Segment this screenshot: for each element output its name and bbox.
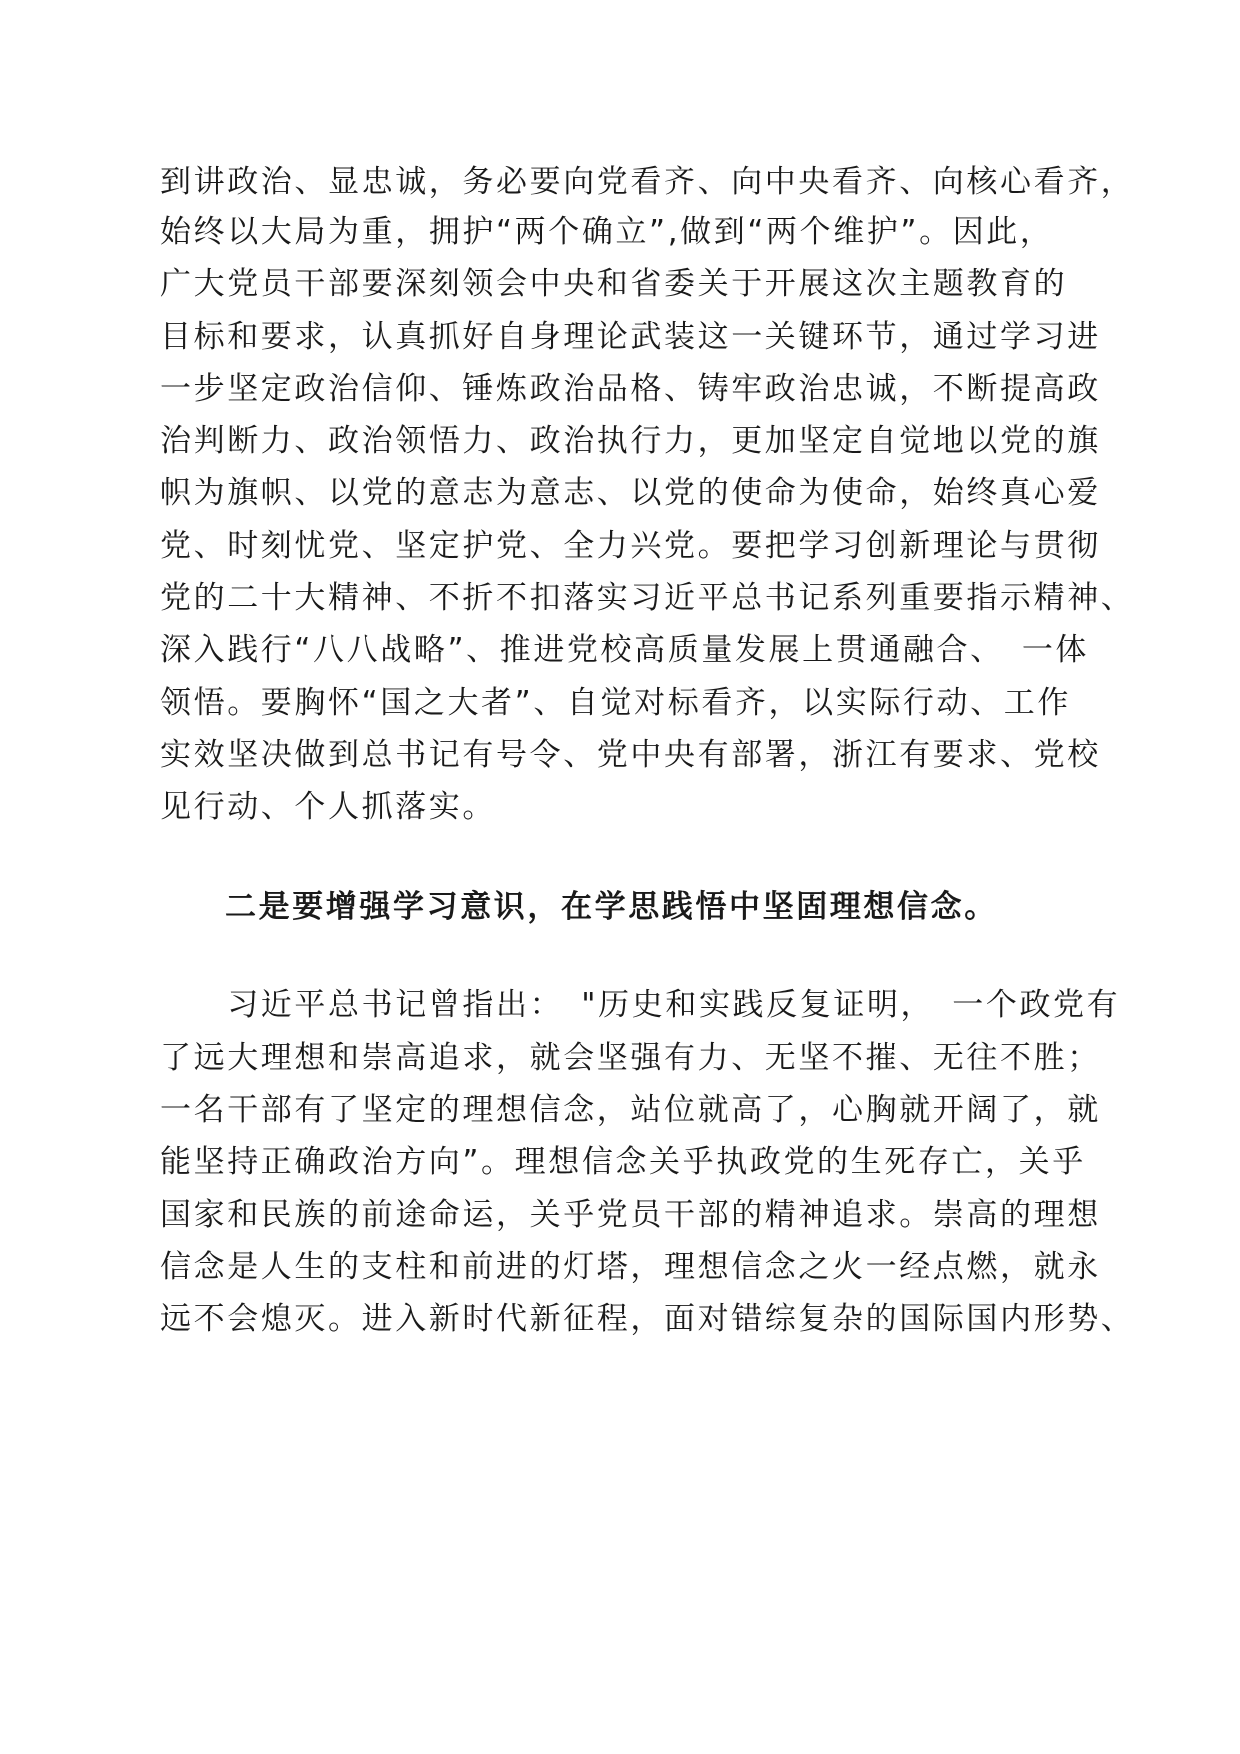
paragraph2-line-1: 习近平总书记曾指出： "历史和实践反复证明， 一个政党有 (160, 987, 1121, 1023)
paragraph1-line-10: 深入践行“八八战略”、推进党校高质量发展上贯通融合、 一体 (160, 632, 1090, 668)
paragraph1-line-6: 治判断力、政治领悟力、政治执行力，更加坚定自觉地以党的旗 (160, 423, 1101, 459)
section-heading: 二是要增强学习意识，在学思践悟中坚固理想信念。 (225, 889, 998, 925)
paragraph1-line-1: 到讲政治、显忠诚，务必要向党看齐、向中央看齐、向核心看齐， (160, 164, 1135, 200)
paragraph2-line-2: 了远大理想和崇高追求，就会坚强有力、无坚不摧、无往不胜； (160, 1040, 1101, 1076)
paragraph2-line-7: 远不会熄灭。进入新时代新征程，面对错综复杂的国际国内形势、 (160, 1301, 1135, 1337)
paragraph2-line-6: 信念是人生的支柱和前进的灯塔，理想信念之火一经点燃，就永 (160, 1249, 1101, 1285)
paragraph1-line-5: 一步坚定政治信仰、锤炼政治品格、铸牢政治忠诚，不断提高政 (160, 371, 1101, 407)
paragraph1-line-2: 始终以大局为重，拥护“两个确立”,做到“两个维护”。因此， (160, 214, 1054, 250)
paragraph1-line-7: 帜为旗帜、以党的意志为意志、以党的使命为使命，始终真心爱 (160, 475, 1101, 511)
paragraph1-line-11: 领悟。要胸怀“国之大者”、自觉对标看齐，以实际行动、工作 (160, 685, 1071, 721)
paragraph1-line-3: 广大党员干部要深刻领会中央和省委关于开展这次主题教育的 (160, 266, 1068, 302)
paragraph1-line-4: 目标和要求，认真抓好自身理论武装这一关键环节，通过学习进 (160, 319, 1101, 355)
paragraph2-line-5: 国家和民族的前途命运，关乎党员干部的精神追求。崇高的理想 (160, 1197, 1101, 1233)
paragraph1-line-13: 见行动、个人抓落实。 (160, 789, 496, 825)
paragraph1-line-9: 党的二十大精神、不折不扣落实习近平总书记系列重要指示精神、 (160, 580, 1135, 616)
paragraph1-line-12: 实效坚决做到总书记有号令、党中央有部署，浙江有要求、党校 (160, 737, 1101, 773)
paragraph1-line-8: 党、时刻忧党、坚定护党、全力兴党。要把学习创新理论与贯彻 (160, 528, 1101, 564)
paragraph2-line-4: 能坚持正确政治方向”。理想信念关乎执政党的生死存亡，关乎 (160, 1144, 1086, 1180)
paragraph2-line-3: 一名干部有了坚定的理想信念，站位就高了，心胸就开阔了，就 (160, 1092, 1101, 1128)
